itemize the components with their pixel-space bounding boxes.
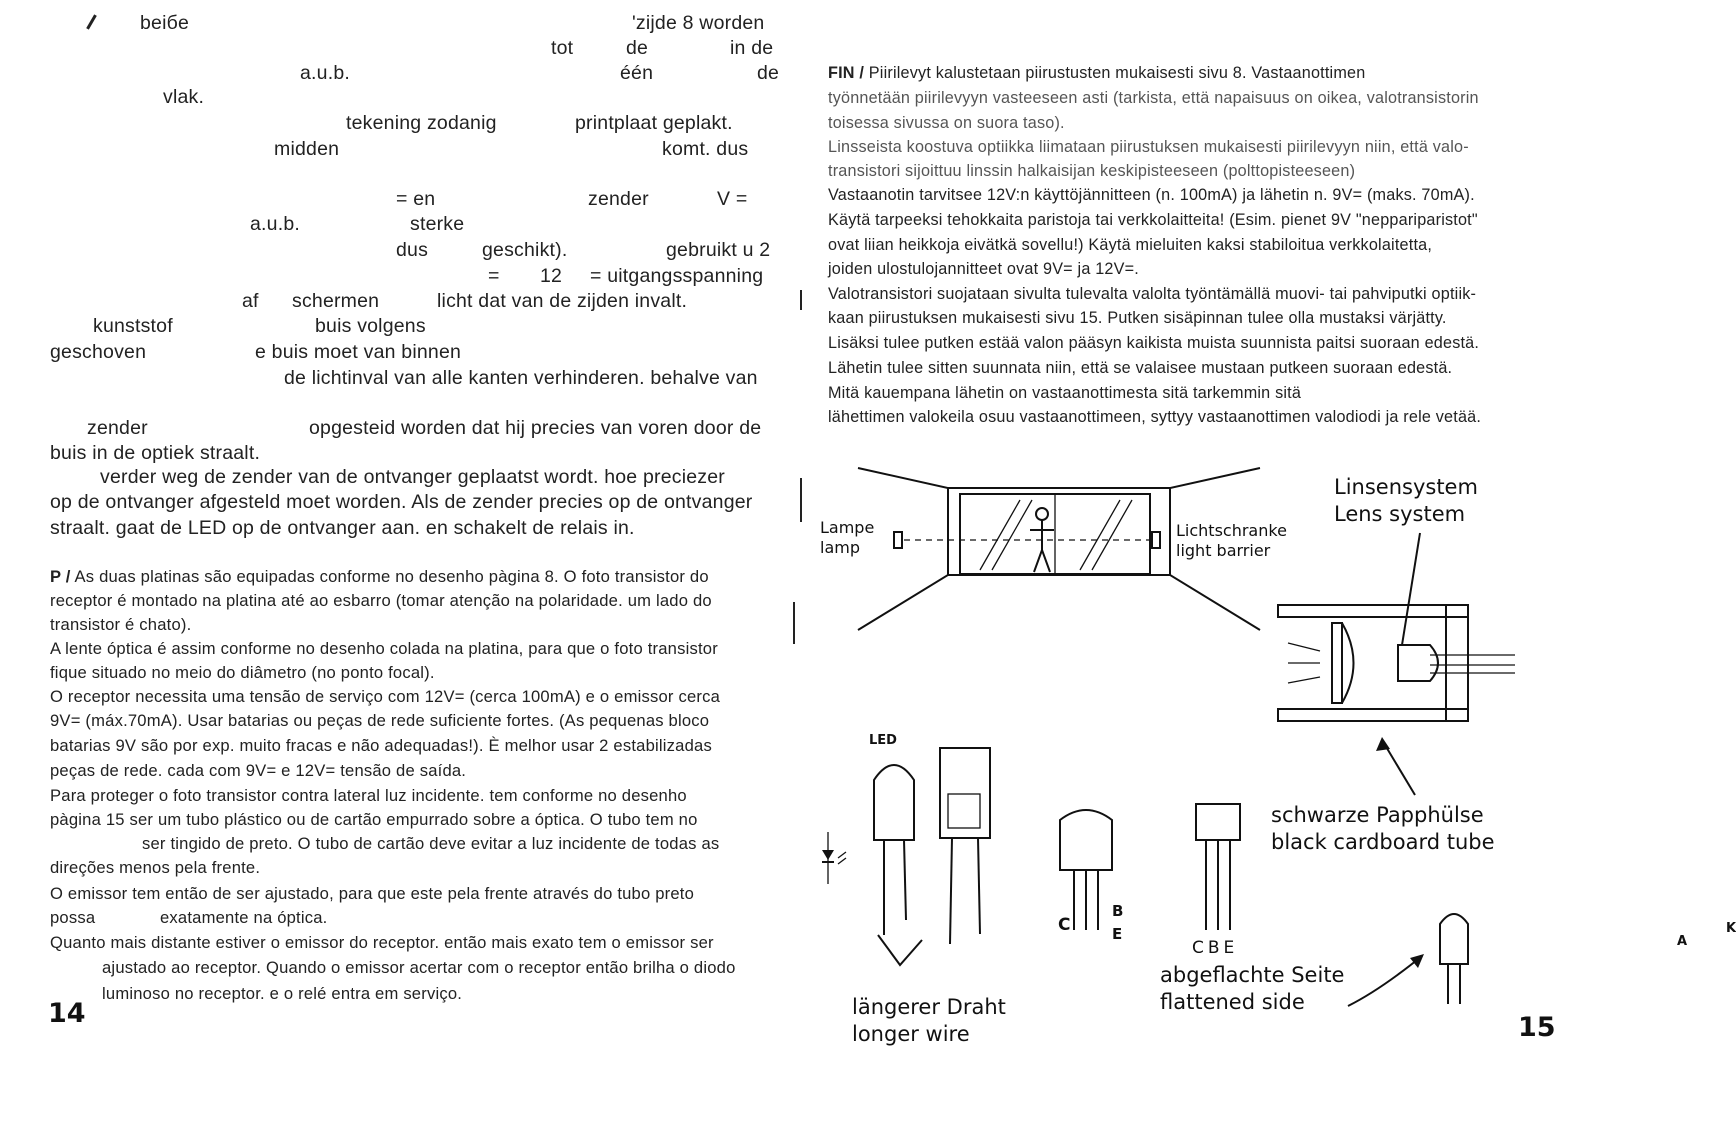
phototransistor-component	[930, 744, 1000, 954]
pt-line: luminoso no receptor. e o relé entra em serviço.	[102, 984, 463, 1003]
dutch-fragment: dus	[396, 239, 429, 261]
flattened-side-label	[1160, 962, 1344, 1016]
pin-c-label: C	[1058, 915, 1071, 935]
pt-line: exatamente na óptica.	[160, 908, 328, 927]
dutch-fragment: komt. dus	[662, 138, 749, 160]
dutch-fragment: vlak.	[163, 86, 205, 108]
dutch-fragment: V =	[717, 188, 748, 210]
dutch-fragment: beiбe	[140, 12, 190, 34]
fin-line: Lähetin tulee sitten suunnata niin, että se valaisee mustaan putkeen suoraan edestä.	[828, 359, 1453, 377]
lens-tube-illustration	[1270, 525, 1560, 805]
pt-line: ajustado ao receptor. Quando o emissor acertar com o receptor então brilha o diodo	[102, 958, 736, 977]
right-page	[820, 0, 1736, 1134]
scan-mark	[800, 478, 802, 522]
dutch-fragment: e buis moet van binnen	[255, 341, 462, 363]
dutch-fragment: de lichtinval van alle kanten verhinderen. behalve van	[284, 367, 758, 389]
fin-line: kaan piirustuksen mukaisesti sivu 15. Putken sisäpinnan tulee olla mustaksi värjätty.	[828, 309, 1447, 327]
dutch-fragment: straalt. gaat de LED op de ontvanger aan. en schakelt de relais in.	[50, 517, 635, 539]
dutch-fragment: tot	[551, 37, 574, 59]
diode-symbol	[820, 832, 850, 892]
led-pin-a: A	[1677, 934, 1688, 949]
pt-line: receptor é montado na platina até ao esbarro (tomar atenção na polaridade. um lado do	[50, 591, 712, 610]
lamp-label-de: Lampe	[820, 518, 875, 537]
dutch-fragment: zender	[588, 188, 649, 210]
lens-label-en: Lens system	[1334, 502, 1466, 526]
language-label-fin: FIN /	[828, 64, 865, 82]
pin-b-label: B	[1112, 902, 1124, 920]
lamp-label-en: lamp	[820, 538, 860, 557]
pt-line: direções menos pela frente.	[50, 858, 261, 877]
transistor-flat-component	[1192, 800, 1252, 940]
dutch-fragment: geschikt).	[482, 239, 568, 261]
dutch-fragment: licht dat van de zijden invalt.	[437, 290, 688, 312]
pt-line: ser tingido de preto. O tubo de cartão deve evitar a luz incidente de todas as	[142, 834, 720, 853]
lens-system-label	[1334, 474, 1478, 528]
dutch-fragment: geschoven	[50, 341, 147, 363]
scan-mark	[86, 14, 97, 29]
pt-line: O emissor tem então de ser ajustado, para que este pela frente através do tubo preto	[50, 884, 695, 903]
pt-line: transistor é chato).	[50, 615, 192, 634]
dutch-fragment: =	[488, 265, 500, 287]
pin-e-label: E	[1112, 925, 1123, 943]
tube-label-en: black cardboard tube	[1271, 830, 1495, 854]
dutch-fragment: a.u.b.	[300, 62, 350, 84]
scan-mark	[793, 602, 795, 644]
longer-wire-en: longer wire	[852, 1022, 970, 1046]
pt-line: peças de rede. cada com 9V= e 12V= tensão de saída.	[50, 761, 467, 780]
dutch-fragment: zender	[87, 417, 148, 439]
dutch-fragment: af	[242, 290, 259, 312]
pt-line: Para proteger o foto transistor contra lateral luz incidente. tem conforme no desenho	[50, 786, 687, 805]
dutch-fragment: buis volgens	[315, 315, 426, 337]
fin-line: työnnetään piirilevyyn vasteeseen asti (tarkista, että napaisuus on oikea, valotransistorin	[828, 89, 1479, 107]
cbe-label: CBE	[1192, 938, 1239, 958]
cardboard-tube-label	[1271, 802, 1495, 856]
led-pin-k: K	[1726, 921, 1736, 936]
scan-mark	[800, 290, 802, 310]
left-page	[0, 0, 820, 1134]
dutch-fragment: buis in de optiek straalt.	[50, 442, 261, 464]
dutch-fragment: = uitgangsspanning	[590, 265, 764, 287]
flattened-side-arrow	[1340, 950, 1430, 1010]
fin-line: toisessa sivussa on suora taso).	[828, 114, 1065, 132]
fin-line: Mitä kauempana lähetin on vastaanottimesta sitä tarkemmin sitä	[828, 384, 1302, 402]
dutch-fragment: printplaat geplakt.	[575, 112, 733, 134]
fin-text: Piirilevyt kalustetaan piirustusten mukaisesti sivu 8. Vastaanottimen	[868, 64, 1366, 82]
led-label: LED	[869, 733, 897, 748]
lens-label-de: Linsensystem	[1334, 475, 1478, 499]
dutch-fragment: 'zijde 8 worden	[632, 12, 765, 34]
dutch-fragment: schermen	[292, 290, 380, 312]
pt-line: pàgina 15 ser um tubo plástico ou de cartão empurrado sobre a óptica. O tubo tem no	[50, 810, 698, 829]
dutch-fragment: a.u.b.	[250, 213, 300, 235]
dutch-fragment: tekening zodanig	[346, 112, 497, 134]
fin-line: lähettimen valokeila osuu vastaanottimeen, syttyy vastaanottimen valodiodi ja rele vetää.	[828, 408, 1482, 426]
language-label-pt: P /	[50, 567, 71, 586]
pt-text: As duas platinas são equipadas conforme no desenho pàgina 8. O foto transistor do	[74, 567, 709, 586]
led-small-component	[1432, 904, 1482, 1014]
longer-wire-de: längerer Draht	[852, 995, 1006, 1019]
dutch-fragment: gebruikt u 2	[666, 239, 771, 261]
dutch-fragment: in de	[730, 37, 774, 59]
lamp-label	[820, 518, 874, 558]
dutch-fragment: de	[626, 37, 649, 59]
pt-line: A lente óptica é assim conforme no desenho colada na platina, para que o foto transistor	[50, 639, 718, 658]
dutch-fragment: 12	[540, 265, 563, 287]
fin-line: transistori sijoittuu linssin halkaisijan keskipisteeseen (polttopisteeseen)	[828, 162, 1356, 180]
page-number-left: 14	[48, 998, 86, 1029]
fin-line: Lisäksi tulee putken estää valon pääsyn kaikista muista suunnista paitsi suoraan edestä.	[828, 334, 1480, 352]
flattened-side-de: abgeflachte Seite	[1160, 963, 1345, 987]
dutch-fragment: de	[757, 62, 780, 84]
fin-line: Käytä tarpeeksi tehokkaita paristoja tai verkkolaitteita! (Esim. pienet 9V "neppariparistot"	[828, 211, 1478, 229]
fin-line: Vastaanotin tarvitsee 12V:n käyttöjännitteen (n. 100mA) ja lähetin n. 9V= (maks. 70mA).	[828, 186, 1475, 204]
pt-line: O receptor necessita uma tensão de serviço com 12V= (cerca 100mA) e o emissor cerca	[50, 687, 721, 706]
dutch-fragment: verder weg de zender van de ontvanger geplaatst wordt. hoe preciezer	[100, 466, 725, 488]
pt-line: batarias 9V são por exp. muito fracas e não adequadas!). È melhor usar 2 estabilizadas	[50, 736, 712, 755]
page-number-right: 15	[1518, 1012, 1556, 1043]
fin-line: ovat liian heikkoja eivätkä sovellu!) Käytä mieluiten kaksi stabiloitua verkkolaitetta,	[828, 236, 1433, 254]
fin-line: Linsseista koostuva optiikka liimataan piirustuksen mukaisesti piirilevyyn niin, että valo-	[828, 138, 1469, 156]
pt-line: 9V= (máx.70mA). Usar batarias ou peças de rede suficiente fortes. (As pequenas bloco	[50, 711, 710, 730]
dutch-fragment: opgesteid worden dat hij precies van voren door de	[309, 417, 762, 439]
fin-line: Valotransistori suojataan sivulta tulevalta valolta työntämällä muovi- tai pahviputki optiik-	[828, 285, 1477, 303]
pt-line-1	[50, 567, 709, 587]
barrier-label-de: Lichtschranke	[1176, 521, 1287, 540]
dutch-fragment: één	[620, 62, 654, 84]
longer-wire-label	[852, 994, 1006, 1048]
pt-line: Quanto mais distante estiver o emissor do receptor. então mais exato tem o emissor ser	[50, 933, 714, 952]
barrier-label-en: light barrier	[1176, 541, 1271, 560]
pt-line: fique situado no meio do diâmetro (no ponto focal).	[50, 663, 435, 682]
pt-line: possa	[50, 908, 96, 927]
dutch-fragment: kunststof	[93, 315, 173, 337]
tube-label-de: schwarze Papphülse	[1271, 803, 1484, 827]
dutch-fragment: op de ontvanger afgesteld moet worden. Als de zender precies op de ontvanger	[50, 491, 753, 513]
dutch-fragment: sterke	[410, 213, 465, 235]
dutch-fragment: midden	[274, 138, 340, 160]
dutch-fragment: = en	[396, 188, 436, 210]
fin-line-1	[828, 64, 1365, 83]
fin-line: joiden ulostulojannitteet ovat 9V= ja 12V=.	[828, 260, 1139, 278]
flattened-side-en: flattened side	[1160, 990, 1305, 1014]
